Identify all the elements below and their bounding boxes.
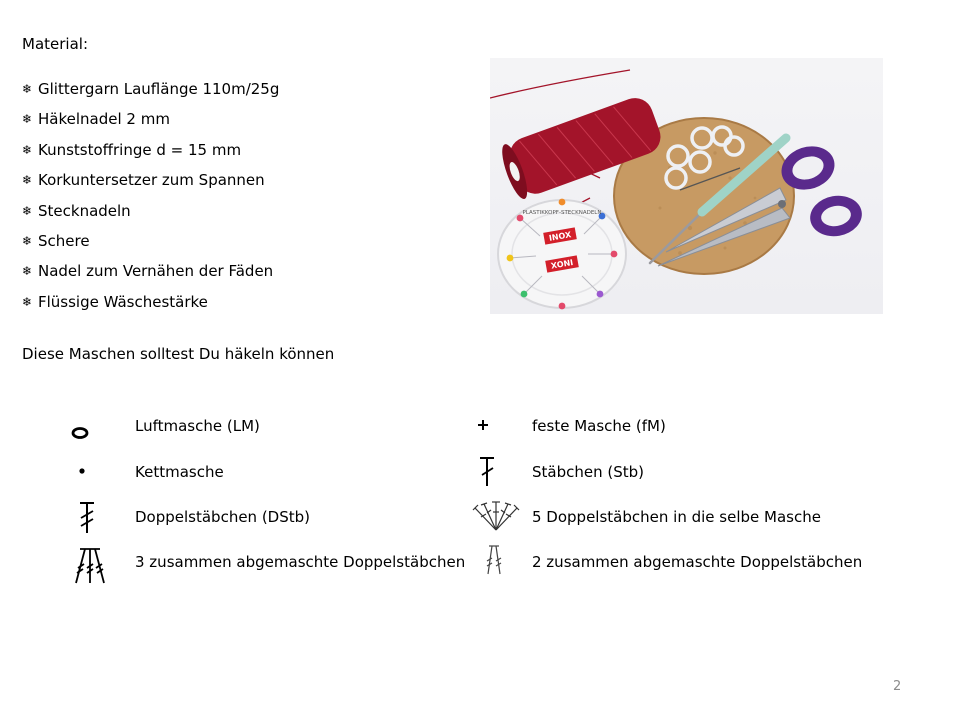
material-list: [22, 78, 279, 321]
snowflake-bullet-icon: ❄: [22, 233, 33, 248]
material-item-label: Korkuntersetzer zum Spannen: [38, 171, 265, 190]
snowflake-bullet-icon: ❄: [22, 112, 33, 127]
stitch-label: Stäbchen (Stb): [532, 463, 645, 481]
treble-3-together-symbol-icon: [72, 546, 108, 586]
list-item: [22, 139, 279, 169]
materials-photo: [490, 58, 883, 314]
list-item: [22, 200, 279, 230]
stitches-heading: Diese Maschen solltest Du häkeln können: [22, 345, 335, 363]
pin-box-label: PLASTIKKOPF-STECKNADELN: [522, 210, 602, 216]
snowflake-bullet-icon: ❄: [22, 82, 33, 96]
snowflake-bullet-icon: ❄: [22, 264, 33, 279]
material-item-label: Stecknadeln: [38, 201, 131, 220]
slip-stitch-symbol-icon: [72, 462, 92, 480]
list-item: [22, 260, 279, 290]
stitch-label: 3 zusammen abgemaschte Doppelstäbchen: [135, 553, 466, 571]
snowflake-bullet-icon: ❄: [22, 173, 33, 188]
list-item: [22, 108, 279, 138]
treble-2-together-symbol-icon: [482, 543, 506, 577]
page-number: 2: [893, 679, 902, 694]
material-item-label: Kunststoffringe d = 15 mm: [38, 140, 242, 159]
brand-label: INOX: [548, 230, 572, 243]
pin-box: [498, 199, 626, 310]
treble-crochet-symbol-icon: [74, 500, 100, 536]
material-item-label: Häkelnadel 2 mm: [38, 110, 170, 129]
single-crochet-symbol-icon: [472, 415, 494, 435]
list-item: [22, 291, 279, 321]
chain-symbol-icon: [66, 421, 94, 443]
snowflake-bullet-icon: ❄: [22, 294, 33, 309]
material-item-label: Flüssige Wäschestärke: [38, 292, 208, 311]
material-item-label: Schere: [38, 231, 90, 250]
material-heading: Material:: [22, 35, 88, 53]
treble-fan-symbol-icon: [472, 500, 520, 534]
stitch-label: 5 Doppelstäbchen in die selbe Masche: [532, 508, 821, 526]
stitch-label: Doppelstäbchen (DStb): [135, 508, 311, 526]
list-item: [22, 78, 279, 108]
stitch-label: Kettmasche: [135, 463, 224, 481]
stitch-label: Luftmasche (LM): [135, 417, 260, 435]
list-item: [22, 230, 279, 260]
material-item-label: Nadel zum Vernähen der Fäden: [38, 262, 274, 281]
stitch-label: feste Masche (fM): [532, 417, 666, 435]
stitch-label: 2 zusammen abgemaschte Doppelstäbchen: [532, 553, 863, 571]
list-item: [22, 169, 279, 199]
double-crochet-symbol-icon: [474, 455, 500, 489]
brand-label: INOX: [550, 257, 574, 270]
snowflake-bullet-icon: ❄: [22, 203, 33, 218]
material-item-label: Glittergarn Lauflänge 110m/25g: [38, 80, 280, 98]
snowflake-bullet-icon: ❄: [22, 142, 33, 157]
